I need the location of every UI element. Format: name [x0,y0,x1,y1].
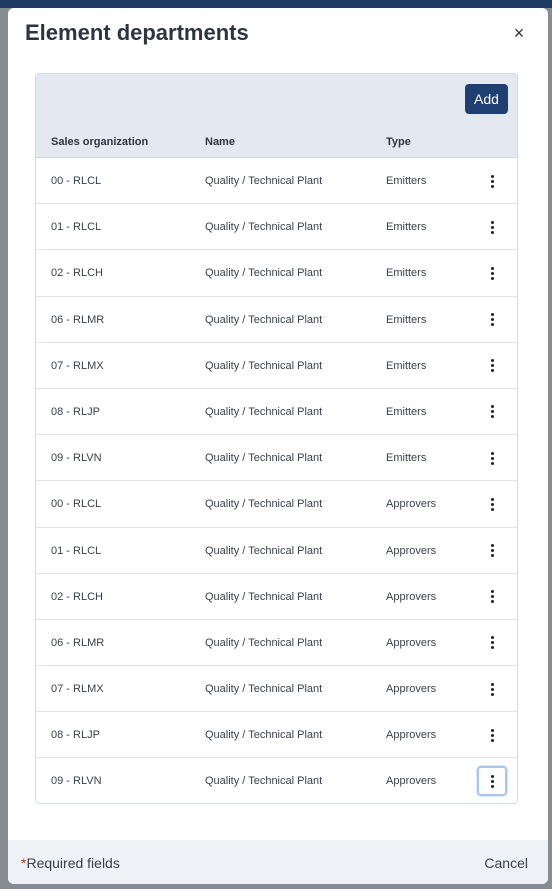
row-actions-kebab-icon[interactable] [477,536,507,566]
row-actions-kebab-icon[interactable] [477,166,507,196]
sales-organization-cell: 09 - RLVN [51,775,102,788]
table-row [36,528,517,574]
name-cell: Quality / Technical Plant [205,729,323,742]
type-cell: Emitters [386,405,427,418]
table-row [36,389,517,435]
type-cell: Emitters [386,267,427,280]
row-actions-kebab-icon[interactable] [477,766,507,796]
name-cell: Quality / Technical Plant [205,175,323,187]
table-body [36,158,517,804]
modal-header [8,8,548,58]
table-row [36,712,517,758]
type-cell: Emitters [386,359,427,372]
close-icon[interactable]: × [513,23,525,43]
type-cell: Approvers [386,636,437,649]
departments-table [35,73,518,804]
row-actions-kebab-icon[interactable] [477,674,507,704]
table-row [36,620,517,666]
table-header [36,74,517,158]
sales-organization-cell: 06 - RLMR [51,636,105,649]
type-cell: Emitters [386,175,427,187]
cancel-button[interactable]: Cancel [484,855,528,871]
type-cell: Approvers [386,590,437,603]
table-row [36,481,517,527]
row-actions-kebab-icon[interactable] [477,397,507,427]
table-row [36,435,517,481]
sales-organization-cell: 00 - RLCL [51,175,102,187]
name-cell: Quality / Technical Plant [205,452,323,465]
sales-organization-cell: 08 - RLJP [51,729,100,742]
column-header-type: Type [386,136,411,148]
sales-organization-cell: 07 - RLMX [51,683,104,696]
row-actions-kebab-icon[interactable] [477,212,507,242]
table-row [36,574,517,620]
name-cell: Quality / Technical Plant [205,544,323,557]
table-row [36,666,517,712]
row-actions-kebab-icon[interactable] [477,443,507,473]
type-cell: Emitters [386,221,427,234]
name-cell: Quality / Technical Plant [205,498,323,511]
name-cell: Quality / Technical Plant [205,683,323,696]
table-row [36,158,517,204]
row-actions-kebab-icon[interactable] [477,351,507,381]
table-row [36,204,517,250]
type-cell: Approvers [386,498,437,511]
required-star: * [21,855,27,871]
sales-organization-cell: 00 - RLCL [51,498,102,511]
background-top-bar [0,0,552,8]
table-row [36,297,517,343]
row-actions-kebab-icon[interactable] [477,258,507,288]
row-actions-kebab-icon[interactable] [477,628,507,658]
modal-title: Element departments [25,20,249,45]
element-departments-modal [8,8,548,884]
name-cell: Quality / Technical Plant [205,775,323,788]
name-cell: Quality / Technical Plant [205,636,323,649]
name-cell: Quality / Technical Plant [205,313,323,326]
row-actions-kebab-icon[interactable] [477,582,507,612]
type-cell: Emitters [386,313,427,326]
name-cell: Quality / Technical Plant [205,590,323,603]
column-header-sales-organization: Sales organization [51,136,149,148]
modal-footer [8,840,548,884]
column-header-name: Name [205,136,235,148]
sales-organization-cell: 02 - RLCH [51,590,103,603]
name-cell: Quality / Technical Plant [205,359,323,372]
sales-organization-cell: 01 - RLCL [51,544,102,557]
type-cell: Approvers [386,729,437,742]
add-button[interactable]: Add [465,84,508,114]
name-cell: Quality / Technical Plant [205,405,323,418]
row-actions-kebab-icon[interactable] [477,305,507,335]
sales-organization-cell: 09 - RLVN [51,452,102,465]
type-cell: Approvers [386,775,437,788]
row-actions-kebab-icon[interactable] [477,720,507,750]
table-row [36,758,517,804]
name-cell: Quality / Technical Plant [205,267,323,280]
sales-organization-cell: 06 - RLMR [51,313,105,326]
type-cell: Approvers [386,544,437,557]
type-cell: Approvers [386,683,437,696]
sales-organization-cell: 08 - RLJP [51,405,100,418]
required-fields-label: Required fields [26,855,120,871]
sales-organization-cell: 02 - RLCH [51,267,103,280]
row-actions-kebab-icon[interactable] [477,489,507,519]
required-fields-note [21,855,120,871]
name-cell: Quality / Technical Plant [205,221,323,234]
sales-organization-cell: 01 - RLCL [51,221,102,234]
sales-organization-cell: 07 - RLMX [51,359,104,372]
type-cell: Emitters [386,452,427,465]
table-row [36,343,517,389]
table-row [36,250,517,296]
